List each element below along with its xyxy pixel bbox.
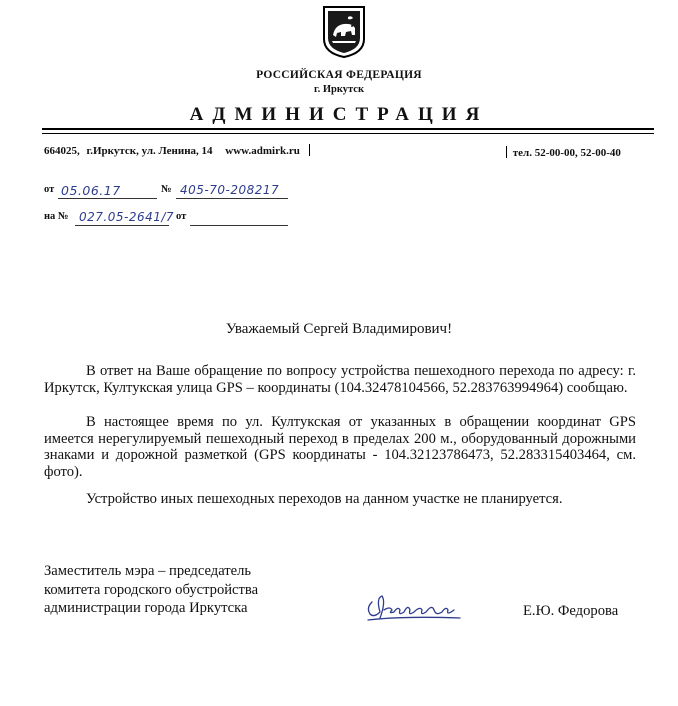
signatory-name: Е.Ю. Федорова (523, 603, 619, 619)
reply-date-label: от (176, 211, 187, 222)
address-separator (309, 144, 310, 156)
number-value: 405-70-208217 (180, 183, 280, 197)
reply-label: на № (44, 211, 69, 222)
phone-separator (506, 146, 507, 158)
signatory-title (44, 562, 258, 618)
phone-line (506, 146, 621, 159)
number-field[interactable] (176, 183, 288, 199)
letter-paragraph-3: Устройство иных пешеходных переходов на данном участке не планируется. (86, 491, 563, 507)
signatory-title-line: администрации города Иркутска (44, 600, 248, 616)
city-heading: г. Иркутск (314, 84, 364, 95)
signatory-title-line: Заместитель мэра – председатель (44, 563, 252, 579)
reply-date-field[interactable] (190, 210, 288, 226)
country-heading: РОССИЙСКАЯ ФЕДЕРАЦИЯ (256, 69, 422, 81)
letter-greeting: Уважаемый Сергей Владимирович! (225, 321, 453, 337)
handwritten-signature (362, 588, 472, 630)
number-label: № (161, 184, 172, 195)
header-divider-thin (42, 133, 654, 134)
date-field[interactable] (58, 183, 157, 199)
header-divider-thick (42, 128, 654, 130)
website-link[interactable]: www.admirk.ru (225, 145, 300, 157)
address-line (44, 144, 310, 157)
street-address: г.Иркутск, ул. Ленина, 14 (86, 145, 213, 157)
phone-numbers: тел. 52-00-00, 52-00-40 (512, 147, 621, 159)
coat-of-arms-icon (322, 5, 366, 59)
reply-number-field[interactable] (75, 210, 175, 226)
date-label: от (44, 184, 55, 195)
organization-heading: АДМИНИСТРАЦИЯ (189, 104, 489, 125)
signatory-title-line: комитета городского обустройства (44, 581, 259, 598)
date-value: 05.06.17 (61, 183, 121, 198)
letter-paragraph-1: В ответ на Ваше обращение по вопросу устройства пешеходного перехода по адресу: г. Иркутск, Култукская улица GPS – координаты (104.32478104566, 52.283763994964) сообщаю. (44, 363, 636, 396)
postcode: 664025, (44, 145, 80, 157)
letter-paragraph-2: В настоящее время по ул. Култукская от указанных в обращении координат GPS имеется нерегулируемый пешеходный переход в пределах 200 м., оборудованный дорожными знаками и дорожной разметкой (GPS координаты - 104.32123786473, 52.283315403464, см. фото). (44, 414, 636, 481)
reply-number-value: 027.05-2641/7 (79, 210, 175, 224)
